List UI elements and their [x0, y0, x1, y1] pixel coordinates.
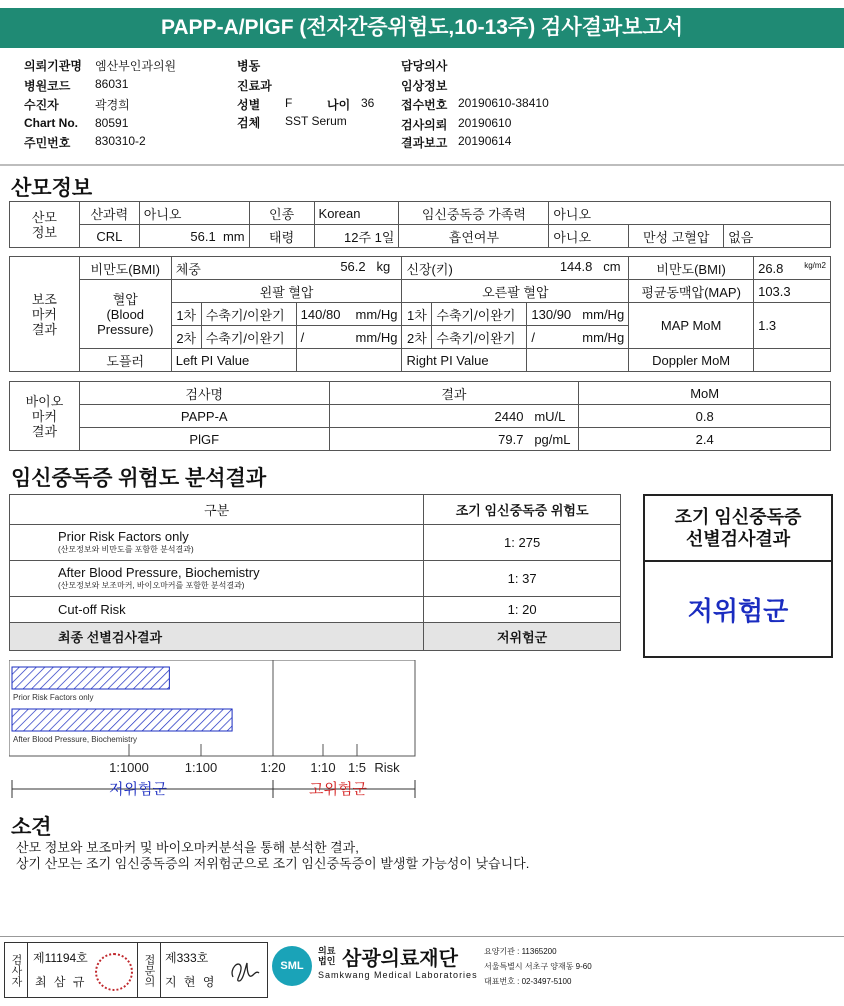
- right-pi-label: Right PI Value: [402, 349, 527, 372]
- left-pi-label: Left PI Value: [171, 349, 296, 372]
- foundation-en: Samkwang Medical Laboratories: [318, 970, 478, 980]
- bmi-value: 26.8: [758, 260, 784, 276]
- axis-tick-label: 1:10: [310, 760, 336, 775]
- report-title: PAPP-A/PlGF (전자간증위험도,10-13주) 검사결과보고서: [0, 8, 844, 48]
- clinical-label: 임상정보: [401, 79, 448, 93]
- bio-row-name: PAPP-A: [79, 405, 329, 428]
- right-first-label: 1차: [402, 303, 432, 326]
- sml-logo-icon: SML: [272, 946, 312, 986]
- map-value: 103.3: [754, 280, 831, 303]
- risk-row-label-cell: [10, 525, 424, 561]
- height-unit: cm: [603, 258, 621, 274]
- tester-no: 제11194호: [33, 951, 88, 965]
- tester-name: 최 삼 규: [35, 975, 87, 989]
- race-label: 인종: [249, 202, 314, 225]
- parity-value: 아니오: [139, 202, 249, 225]
- risk-bar-label: After Blood Pressure, Biochemistry: [13, 735, 138, 744]
- bio-row-unit: pg/mL: [534, 431, 571, 447]
- risk-row-label-cell: [10, 561, 424, 597]
- foundation-small: 의료 법인: [318, 946, 336, 966]
- sex-value: F: [285, 96, 293, 110]
- right-second-label: 2차: [402, 326, 432, 349]
- resident-no-value: 830310-2: [95, 134, 146, 148]
- tester-label: 검사자: [5, 943, 28, 997]
- final-value: 저위험군: [424, 623, 621, 651]
- left-second-value: /: [300, 329, 305, 345]
- bio-group-label: 바이오 마커 결과: [10, 382, 80, 451]
- opinion-line-1: 산모 정보와 보조마커 및 바이오마커분석을 통해 분석한 결과,: [16, 840, 359, 855]
- report-label: 결과보고: [401, 136, 448, 150]
- receipt-value: 20190610-38410: [458, 96, 549, 110]
- risk-col-cat: 구분: [10, 495, 424, 525]
- axis-tick-label: 1:100: [184, 760, 218, 775]
- ward-label: 병동: [237, 59, 261, 73]
- smoking-value: 아니오: [549, 225, 629, 248]
- report-date-value: 20190614: [458, 134, 512, 148]
- result-box: [643, 494, 833, 658]
- right-first-value: 130/90: [531, 306, 572, 322]
- left-second-sd-label: 수축기/이완기: [201, 326, 296, 349]
- map-mom-label: MAP MoM: [629, 303, 754, 349]
- bio-row-result: [329, 428, 579, 451]
- race-value: Korean: [314, 202, 399, 225]
- risk-col-risk: 조기 임신중독증 위험도: [424, 495, 621, 525]
- specimen-label: 검체: [237, 116, 261, 130]
- left-first-value: 140/80: [300, 306, 341, 322]
- risk-row-label: After Blood Pressure, Biochemistry: [58, 564, 260, 580]
- footer-divider: [0, 936, 844, 937]
- bmi-unit: kg/m2: [804, 260, 826, 270]
- axis-tick-label: 1:20: [260, 760, 286, 775]
- axis-tick-label: 1:1000: [109, 760, 149, 775]
- risk-row-label: Cut-off Risk: [10, 597, 424, 623]
- bio-row-mom: 0.8: [579, 405, 831, 428]
- weight-unit: kg: [376, 258, 391, 274]
- age-value: 36: [361, 96, 375, 110]
- right-second-sd-label: 수축기/이완기: [432, 326, 527, 349]
- right-second-unit: mm/Hg: [582, 329, 625, 345]
- foundation-name: 삼광의료재단: [342, 948, 458, 970]
- left-first-sd-label: 수축기/이완기: [201, 303, 296, 326]
- weight-label: 체중: [175, 261, 201, 277]
- left-second-value-cell: [296, 326, 402, 349]
- right-first-unit: mm/Hg: [582, 306, 625, 322]
- map-mom-value: 1.3: [754, 303, 831, 349]
- left-second-unit: mm/Hg: [355, 329, 398, 345]
- bio-col-test: 검사명: [79, 382, 329, 405]
- opinion-title: 소견: [11, 816, 52, 839]
- sex-label: 성별: [237, 98, 261, 112]
- recipient-value: 곽경희: [95, 98, 130, 112]
- bio-row-result: [329, 405, 579, 428]
- right-pi-value: [527, 349, 629, 372]
- axis-tick-label: Risk: [374, 760, 400, 775]
- approver-label: 접문의: [137, 943, 161, 997]
- signature-box: [4, 942, 268, 998]
- header-info: [0, 50, 844, 162]
- chart-no-label: Chart No.: [24, 116, 78, 130]
- hospital-code-label: 병원코드: [24, 79, 71, 93]
- doppler-mom-value: [754, 349, 831, 372]
- low-risk-label: 저위험군: [109, 781, 167, 798]
- height-cell: [402, 257, 629, 280]
- org-code: 요양기관 : 11365200: [484, 947, 557, 956]
- map-label: 평균동맥압(MAP): [629, 280, 754, 303]
- opinion-line-2: 상기 산모는 조기 임신중독증의 저위험군으로 조기 임신중독증이 발생할 가능성이 낮습니다.: [16, 856, 530, 871]
- left-pi-value: [296, 349, 402, 372]
- bio-row-name: PlGF: [79, 428, 329, 451]
- risk-row-sub: (산모정보와 보조마커, 바이오마커를 포함한 분석결과): [58, 580, 245, 590]
- axis-tick-label: 1:5: [347, 760, 367, 775]
- bio-row-value: 2440: [494, 408, 524, 424]
- bio-col-result: 결과: [329, 382, 579, 405]
- parity-label: 산과력: [79, 202, 139, 225]
- result-box-value: 저위험군: [687, 595, 789, 626]
- crl-unit: mm: [222, 228, 245, 244]
- final-label: 최종 선별검사결과: [10, 623, 424, 651]
- bio-row-mom: 2.4: [579, 428, 831, 451]
- result-box-title: 조기 임신중독증 선별검사결과: [645, 496, 831, 562]
- left-first-label: 1차: [171, 303, 201, 326]
- crl-value: [139, 225, 249, 248]
- left-first-value-cell: [296, 303, 402, 326]
- recipient-label: 수진자: [24, 98, 59, 112]
- bio-table: [9, 381, 831, 451]
- htn-label: 만성 고혈압: [629, 225, 724, 248]
- doppler-mom-label: Doppler MoM: [629, 349, 754, 372]
- right-second-value: /: [531, 329, 536, 345]
- risk-row-value: 1: 37: [424, 561, 621, 597]
- maternal-group-label: 산모 정보: [10, 202, 80, 248]
- institution-label: 의뢰기관명: [24, 59, 82, 73]
- risk-bar-label: Prior Risk Factors only: [13, 693, 94, 702]
- dept-label: 진료과: [237, 79, 272, 93]
- risk-table: [9, 494, 621, 651]
- specimen-value: SST Serum: [285, 114, 347, 128]
- hospital-code-value: 86031: [95, 77, 129, 91]
- phone: 대표번호 : 02-3497-5100: [484, 977, 572, 986]
- left-second-label: 2차: [171, 326, 201, 349]
- address: 서울특별시 서초구 양재동 9-60: [484, 962, 592, 971]
- ga-value: 12주 1일: [314, 225, 399, 248]
- right-arm-label: 오른팔 혈압: [402, 280, 629, 303]
- risk-row-value: 1: 275: [424, 525, 621, 561]
- signature-icon: [227, 955, 261, 987]
- bio-col-mom: MoM: [579, 382, 831, 405]
- chart-no-value: 80591: [95, 116, 129, 130]
- risk-bar: [12, 709, 232, 731]
- institution-value: 엠산부인과의원: [95, 59, 177, 73]
- bmi-label: 비만도(BMI): [79, 257, 171, 280]
- ga-label: 태령: [249, 225, 314, 248]
- approver-name: 지 현 영: [165, 975, 217, 989]
- risk-chart: [9, 660, 421, 800]
- crl-label: CRL: [79, 225, 139, 248]
- aux-table: [9, 256, 831, 372]
- right-first-value-cell: [527, 303, 629, 326]
- high-risk-label: 고위험군: [309, 781, 367, 798]
- height-value: 144.8: [559, 258, 593, 274]
- family-label: 임신중독증 가족력: [399, 202, 549, 225]
- bmi-cell: [754, 257, 831, 280]
- weight-cell: [171, 257, 402, 280]
- bp-label: 혈압 (Blood Pressure): [79, 280, 171, 349]
- left-first-unit: mm/Hg: [355, 306, 398, 322]
- risk-section-title: 임신중독증 위험도 분석결과: [11, 467, 267, 490]
- smoking-label: 흡연여부: [399, 225, 549, 248]
- bio-row-unit: mU/L: [534, 408, 566, 424]
- maternal-section-title: 산모정보: [11, 177, 93, 200]
- resident-no-label: 주민번호: [24, 136, 71, 150]
- age-label: 나이: [327, 98, 351, 112]
- request-value: 20190610: [458, 116, 512, 130]
- request-label: 검사의뢰: [401, 118, 448, 132]
- risk-row-label: Prior Risk Factors only: [58, 528, 189, 544]
- weight-value: 56.2: [340, 258, 366, 274]
- left-arm-label: 왼팔 혈압: [171, 280, 402, 303]
- height-label: 신장(키): [406, 261, 453, 277]
- right-second-value-cell: [527, 326, 629, 349]
- divider: [0, 164, 844, 166]
- aux-group-label: 보조 마커 결과: [10, 257, 80, 372]
- doppler-label: 도플러: [79, 349, 171, 372]
- risk-bar: [12, 667, 169, 689]
- htn-value: 없음: [724, 225, 831, 248]
- receipt-label: 접수번호: [401, 98, 448, 112]
- risk-row-value: 1: 20: [424, 597, 621, 623]
- bmi2-label: 비만도(BMI): [629, 257, 754, 280]
- risk-row-sub: (산모정보와 비만도를 포함한 분석결과): [58, 544, 194, 554]
- doctor-label: 담당의사: [401, 59, 448, 73]
- bio-row-value: 79.7: [498, 431, 524, 447]
- tester-seal-icon: [95, 953, 133, 991]
- approver-no: 제333호: [165, 951, 209, 965]
- family-value: 아니오: [549, 202, 831, 225]
- right-first-sd-label: 수축기/이완기: [432, 303, 527, 326]
- maternal-table: [9, 201, 831, 248]
- crl-number: 56.1: [190, 228, 216, 244]
